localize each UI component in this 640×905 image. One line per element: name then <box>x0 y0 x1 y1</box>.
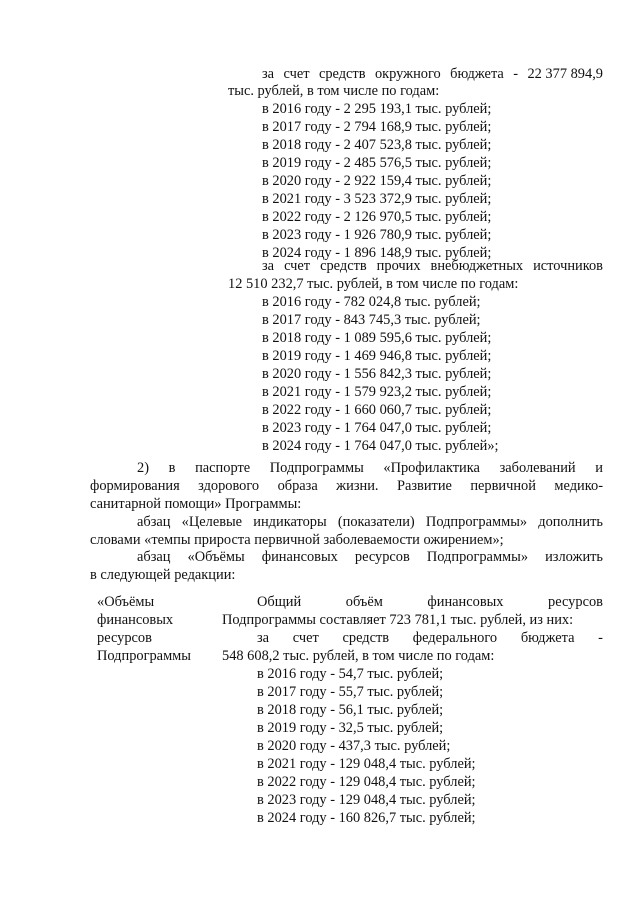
other-year-line: в 2020 году - 1 556 842,3 тыс. рублей; <box>262 366 492 382</box>
table-total-cont: Подпрограммы составляет 723 781,1 тыс. рублей, из них: <box>222 612 574 628</box>
other-year-line: в 2021 году - 1 579 923,2 тыс. рублей; <box>262 384 492 400</box>
other-sources-heading-cont: 12 510 232,7 тыс. рублей, в том числе по годам: <box>228 276 519 292</box>
okrug-year-line: в 2020 году - 2 922 159,4 тыс. рублей; <box>262 173 492 189</box>
other-year-line: в 2023 году - 1 764 047,0 тыс. рублей; <box>262 420 492 436</box>
other-year-line: в 2018 году - 1 089 595,6 тыс. рублей; <box>262 330 492 346</box>
federal-year-line: в 2023 году - 129 048,4 тыс. рублей; <box>257 792 476 808</box>
paragraph-volumes-cont: в следующей редакции: <box>90 567 236 583</box>
okrug-year-line: в 2022 году - 2 126 970,5 тыс. рублей; <box>262 209 492 225</box>
item2-line3: санитарной помощи» Программы: <box>90 496 302 512</box>
other-year-line: в 2016 году - 782 024,8 тыс. рублей; <box>262 294 481 310</box>
federal-year-line: в 2016 году - 54,7 тыс. рублей; <box>257 666 444 682</box>
federal-year-line: в 2019 году - 32,5 тыс. рублей; <box>257 720 444 736</box>
table-federal-cont: 548 608,2 тыс. рублей, в том числе по годам: <box>222 648 495 664</box>
item2-line2: формирования здорового образа жизни. Развитие первичной медико- <box>90 478 603 494</box>
okrug-budget-heading: за счет средств окружного бюджета - 22 377 894,9 <box>262 66 603 82</box>
okrug-budget-heading-cont: тыс. рублей, в том числе по годам: <box>228 83 440 99</box>
item2-line1: 2) в паспорте Подпрограммы «Профилактика заболеваний и <box>137 460 603 476</box>
table-label: финансовых <box>97 612 174 628</box>
federal-year-line: в 2022 году - 129 048,4 тыс. рублей; <box>257 774 476 790</box>
table-label: ресурсов <box>97 630 152 646</box>
table-label: «Объёмы <box>97 594 155 610</box>
table-label: Подпрограммы <box>97 648 191 664</box>
other-year-line: в 2022 году - 1 660 060,7 тыс. рублей; <box>262 402 492 418</box>
federal-year-line: в 2017 году - 55,7 тыс. рублей; <box>257 684 444 700</box>
okrug-year-line: в 2021 году - 3 523 372,9 тыс. рублей; <box>262 191 492 207</box>
federal-year-line: в 2021 году - 129 048,4 тыс. рублей; <box>257 756 476 772</box>
paragraph-indicators-cont: словами «темпы прироста первичной заболеваемости ожирением»; <box>90 532 504 548</box>
okrug-year-line: в 2019 году - 2 485 576,5 тыс. рублей; <box>262 155 492 171</box>
okrug-year-line: в 2024 году - 1 896 148,9 тыс. рублей; <box>262 245 492 261</box>
okrug-year-line: в 2017 году - 2 794 168,9 тыс. рублей; <box>262 119 492 135</box>
okrug-year-line: в 2016 году - 2 295 193,1 тыс. рублей; <box>262 101 492 117</box>
okrug-year-line: в 2018 году - 2 407 523,8 тыс. рублей; <box>262 137 492 153</box>
paragraph-indicators: абзац «Целевые индикаторы (показатели) Подпрограммы» дополнить <box>137 514 603 530</box>
okrug-year-line: в 2023 году - 1 926 780,9 тыс. рублей; <box>262 227 492 243</box>
other-year-line: в 2019 году - 1 469 946,8 тыс. рублей; <box>262 348 492 364</box>
table-federal-line: за счет средств федерального бюджета - <box>257 630 603 646</box>
other-year-line: в 2024 году - 1 764 047,0 тыс. рублей»; <box>262 438 499 454</box>
federal-year-line: в 2018 году - 56,1 тыс. рублей; <box>257 702 444 718</box>
other-year-line: в 2017 году - 843 745,3 тыс. рублей; <box>262 312 481 328</box>
federal-year-line: в 2024 году - 160 826,7 тыс. рублей; <box>257 810 476 826</box>
paragraph-volumes: абзац «Объёмы финансовых ресурсов Подпрограммы» изложить <box>137 549 603 565</box>
other-sources-heading: за счет средств прочих внебюджетных источников <box>262 258 603 274</box>
table-total-line: Общий объём финансовых ресурсов <box>257 594 603 610</box>
federal-year-line: в 2020 году - 437,3 тыс. рублей; <box>257 738 451 754</box>
